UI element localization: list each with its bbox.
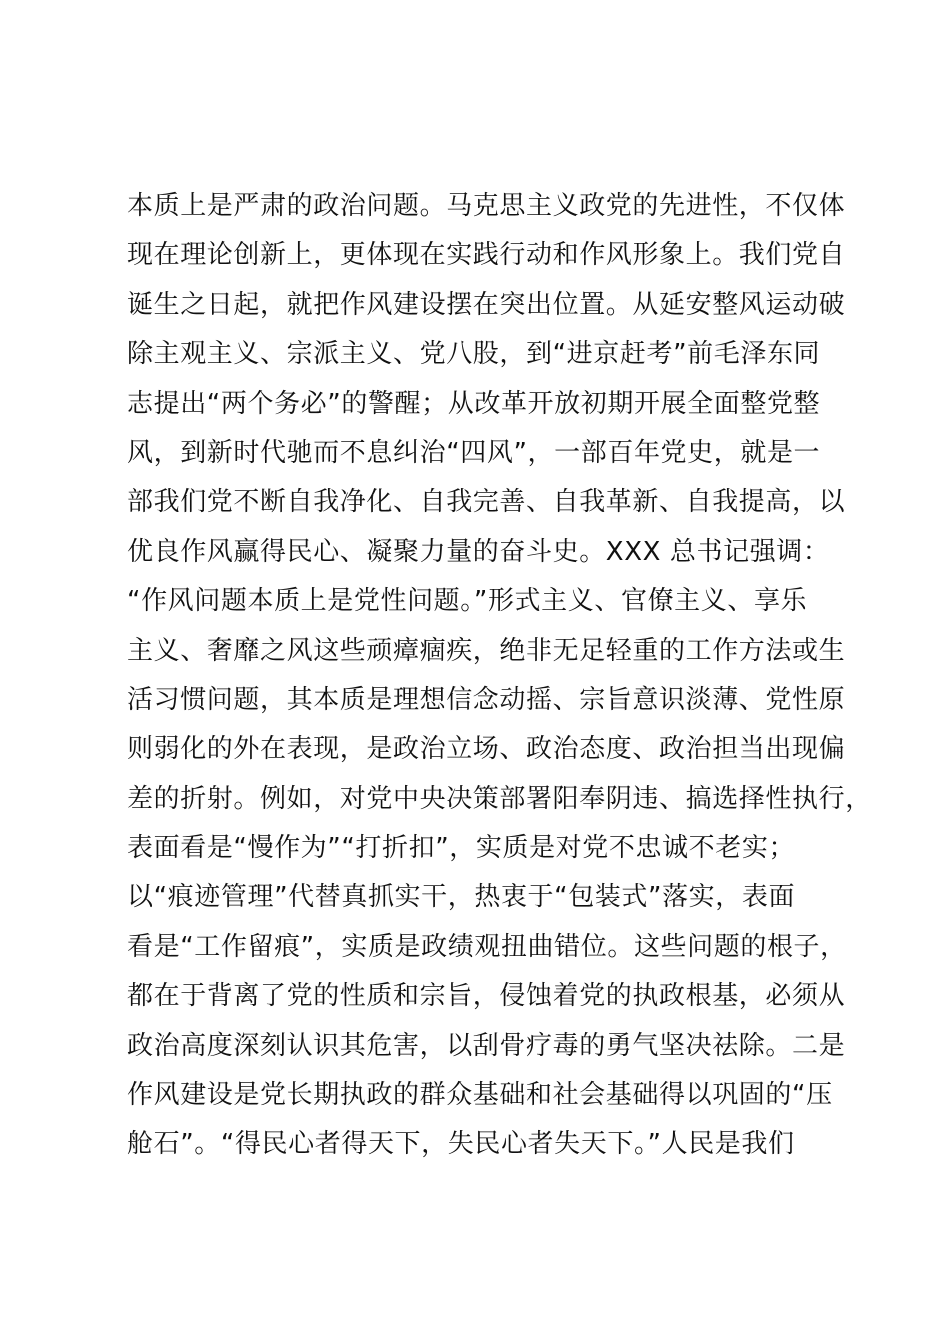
- text-line: 本质上是严肃的政治问题。马克思主义政党的先进性，不仅体: [127, 191, 846, 221]
- text-line: 作风建设是党长期执政的群众基础和社会基础得以巩固的“压: [127, 1080, 833, 1111]
- text-line: “作风问题本质上是党性问题。”形式主义、官僚主义、享乐: [127, 586, 808, 617]
- text-line: 部我们党不断自我净化、自我完善、自我革新、自我提高，以: [127, 487, 846, 518]
- text-line: 以“痕迹管理”代替真抓实干，热衷于“包装式”落实，表面: [127, 882, 796, 913]
- text-line: 活习惯问题，其本质是理想信念动摇、宗旨意识淡薄、党性原: [127, 684, 846, 715]
- text-line: 表面看是“慢作为”“打折扣”，实质是对党不忠诚不老实；: [127, 833, 796, 864]
- text-line: 风，到新时代驰而不息纠治“四风”，一部百年党史，就是一: [127, 437, 821, 468]
- text-line: 志提出“两个务必”的警醒；从改革开放初期开展全面整党整: [127, 388, 821, 419]
- text-line: 诞生之日起，就把作风建设摆在突出位置。从延安整风运动破: [127, 289, 846, 320]
- text-line: 则弱化的外在表现，是政治立场、政治态度、政治担当出现偏: [127, 734, 846, 765]
- text-line: 差的折射。例如，对党中央决策部署阳奉阴违、搞选择性执行，: [127, 783, 872, 814]
- text-line: 看是“工作留痕”，实质是政绩观扭曲错位。这些问题的根子，: [127, 931, 847, 962]
- text-line: 政治高度深刻认识其危害，以刮骨疗毒的勇气坚决祛除。二是: [127, 1030, 846, 1061]
- body-text: [127, 182, 872, 1170]
- text-line: 除主观主义、宗派主义、党八股，到“进京赶考”前毛泽东同: [127, 339, 821, 370]
- text-line: 现在理论创新上，更体现在实践行动和作风形象上。我们党自: [127, 240, 846, 271]
- text-line: 优良作风赢得民心、凝聚力量的奋斗史。XXX 总书记强调：: [127, 536, 830, 567]
- text-line: 主义、奢靡之风这些顽瘴痼疾，绝非无足轻重的工作方法或生: [127, 635, 846, 666]
- text-line: 舱石”。“得民心者得天下，失民心者失天下。”人民是我们: [127, 1129, 795, 1160]
- text-line: 都在于背离了党的性质和宗旨，侵蚀着党的执政根基，必须从: [127, 981, 846, 1012]
